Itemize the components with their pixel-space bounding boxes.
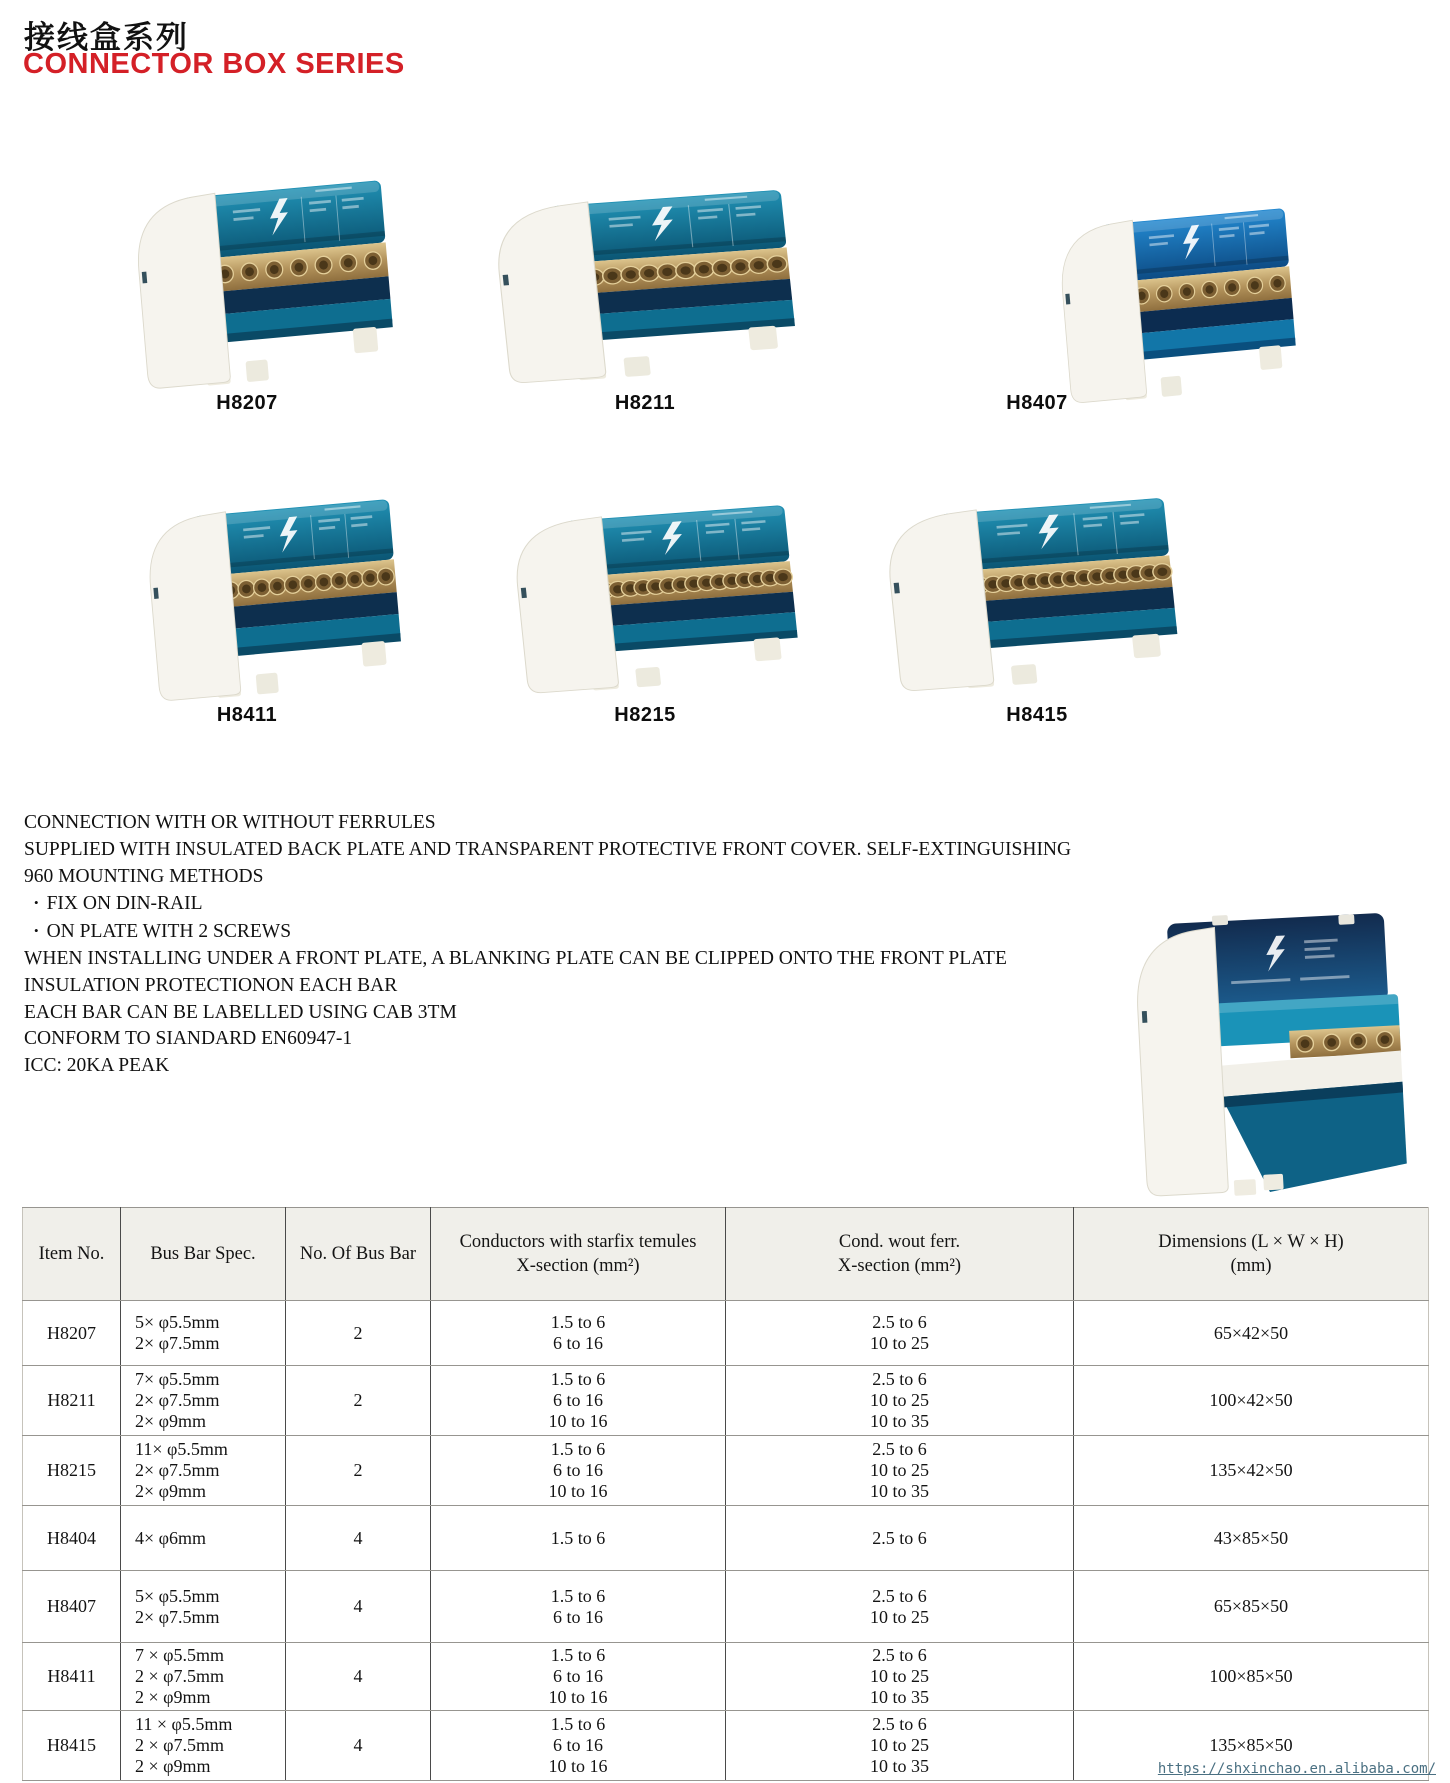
bus-bar-spec-cell-line: 5× φ5.5mm: [135, 1585, 220, 1606]
bus-bar-spec-cell: [121, 1436, 286, 1506]
without-ferrules-cell: [726, 1301, 1074, 1366]
bus-bar-spec-cell: [121, 1711, 286, 1781]
num-bus-bar-cell-line: 2: [353, 1322, 363, 1343]
num-bus-bar-cell: [286, 1643, 431, 1711]
with-ferrules-cell-line: 6 to 16: [552, 1606, 603, 1627]
bus-bar-spec-cell: [121, 1301, 286, 1366]
with-ferrules-cell: [431, 1301, 726, 1366]
with-ferrules-cell-line: 10 to 16: [548, 1481, 608, 1501]
dimensions-cell: [1074, 1366, 1429, 1436]
dimensions-cell-line: 43×85×50: [1213, 1527, 1289, 1548]
dimensions-cell-line: 135×42×50: [1209, 1460, 1293, 1480]
with-ferrules-cell-line: 6 to 16: [552, 1735, 603, 1755]
product-photo-h8415: [860, 468, 1190, 696]
item-no-cell-line: H8215: [47, 1460, 96, 1480]
connector-box-illustration: [488, 476, 810, 698]
with-ferrules-cell-line: 6 to 16: [552, 1390, 603, 1410]
spec-row-h8407: [23, 1571, 1429, 1643]
num-bus-bar-cell: [286, 1366, 431, 1436]
with-ferrules-cell-line: 1.5 to 6: [550, 1714, 606, 1734]
with-ferrules-cell-line: 6 to 16: [552, 1333, 603, 1353]
num-bus-bar-cell-line: 2: [353, 1390, 363, 1410]
connector-box-illustration: [860, 468, 1190, 696]
item-no-cell: [23, 1571, 121, 1643]
with-ferrules-cell: [431, 1571, 726, 1643]
col-header-line2: X-section (mm²): [837, 1256, 962, 1276]
connector-box-illustration: [1038, 178, 1306, 408]
item-no-cell: [23, 1643, 121, 1711]
without-ferrules-cell-line: 10 to 35: [869, 1756, 929, 1776]
spec-table: [22, 1207, 1429, 1781]
without-ferrules-cell-line: 2.5 to 6: [872, 1369, 927, 1389]
item-no-cell: [23, 1506, 121, 1571]
with-ferrules-cell: [431, 1643, 726, 1711]
with-ferrules-cell-line: 1.5 to 6: [550, 1369, 606, 1389]
connector-box-illustration: [124, 468, 412, 706]
with-ferrules-cell-line: 6 to 16: [552, 1666, 603, 1686]
dimensions-cell: [1074, 1506, 1429, 1571]
dimensions-cell: [1074, 1301, 1429, 1366]
with-ferrules-cell: [431, 1506, 726, 1571]
col-header-line2: X-section (mm²): [516, 1256, 640, 1276]
description-line: WHEN INSTALLING UNDER A FRONT PLATE, A BLANKING PLATE CAN BE CLIPPED ONTO THE FRONT PLATE: [24, 947, 1007, 969]
bus-bar-spec-cell-line: 2× φ7.5mm: [135, 1333, 220, 1353]
without-ferrules-cell-line: 10 to 25: [869, 1735, 929, 1755]
bus-bar-spec-cell-line: 5× φ5.5mm: [135, 1312, 220, 1332]
bus-bar-spec-cell-line: 2× φ9mm: [135, 1481, 207, 1501]
spec-row-h8215: [23, 1436, 1429, 1506]
product-label-h8207: H8207: [216, 392, 278, 414]
num-bus-bar-cell: [286, 1506, 431, 1571]
col-header-line1: No. Of Bus Bar: [299, 1244, 417, 1264]
without-ferrules-cell-line: 10 to 25: [869, 1333, 929, 1353]
col-header-3: [286, 1208, 431, 1301]
dimensions-cell-line: 135×85×50: [1209, 1735, 1293, 1755]
item-no-cell: [23, 1436, 121, 1506]
store-url-link[interactable]: https://shxinchao.en.alibaba.com/: [1157, 1761, 1436, 1777]
description-line: CONFORM TO SIANDARD EN60947-1: [24, 1028, 353, 1050]
bus-bar-spec-cell-line: 2 × φ9mm: [135, 1687, 211, 1707]
bus-bar-spec-cell: [121, 1571, 286, 1643]
with-ferrules-cell-line: 10 to 16: [548, 1687, 608, 1707]
with-ferrules-cell-line: 1.5 to 6: [550, 1645, 606, 1665]
bus-bar-spec-cell-line: 2× φ7.5mm: [135, 1390, 220, 1410]
without-ferrules-cell-line: 10 to 25: [869, 1460, 929, 1480]
dimensions-cell-line: 100×42×50: [1209, 1390, 1293, 1410]
item-no-cell: [23, 1711, 121, 1781]
with-ferrules-cell: [431, 1366, 726, 1436]
col-header-6: [1074, 1208, 1429, 1301]
without-ferrules-cell-line: 2.5 to 6: [872, 1645, 927, 1665]
spec-table-header: [23, 1208, 1429, 1301]
without-ferrules-cell-line: 2.5 to 6: [872, 1714, 927, 1734]
without-ferrules-cell-line: 10 to 35: [869, 1411, 929, 1431]
bus-bar-spec-cell-line: 7 × φ5.5mm: [135, 1645, 225, 1665]
product-photo-h8215: [488, 476, 810, 698]
bus-bar-spec-cell-line: 2 × φ7.5mm: [135, 1735, 225, 1755]
without-ferrules-cell-line: 10 to 25: [869, 1666, 929, 1686]
page-title-chinese: 接线盒系列: [24, 20, 189, 55]
product-label-h8415: H8415: [1006, 704, 1068, 726]
num-bus-bar-cell-line: 4: [353, 1596, 363, 1616]
bus-bar-spec-cell-line: 2 × φ7.5mm: [135, 1666, 225, 1686]
num-bus-bar-cell: [286, 1711, 431, 1781]
bus-bar-spec-cell-line: 4× φ6mm: [135, 1527, 207, 1548]
bus-bar-spec-cell-line: 2× φ7.5mm: [135, 1606, 220, 1627]
product-photo-h8207: [112, 148, 404, 394]
num-bus-bar-cell-line: 4: [353, 1527, 363, 1548]
with-ferrules-cell-line: 1.5 to 6: [550, 1439, 606, 1459]
dimensions-cell: [1074, 1643, 1429, 1711]
without-ferrules-cell-line: 2.5 to 6: [872, 1585, 927, 1606]
dimensions-cell: [1074, 1436, 1429, 1506]
without-ferrules-cell-line: 2.5 to 6: [872, 1439, 927, 1459]
item-no-cell-line: H8404: [47, 1527, 96, 1548]
with-ferrules-cell-line: 1.5 to 6: [550, 1527, 606, 1548]
page-title-english: CONNECTOR BOX SERIES: [23, 48, 405, 80]
bus-bar-spec-cell: [121, 1643, 286, 1711]
dimensions-cell: [1074, 1571, 1429, 1643]
num-bus-bar-cell-line: 4: [353, 1666, 363, 1686]
col-header-line1: Bus Bar Spec.: [150, 1244, 256, 1264]
description-bullet-line: • ON PLATE WITH 2 SCREWS: [24, 918, 1004, 946]
with-ferrules-cell-line: 6 to 16: [552, 1460, 603, 1480]
product-label-h8411: H8411: [216, 704, 278, 726]
bus-bar-spec-cell-line: 7× φ5.5mm: [135, 1369, 220, 1389]
product-label-h8211: H8211: [614, 392, 676, 414]
product-label-h8215: H8215: [614, 704, 676, 726]
with-ferrules-cell-line: 1.5 to 6: [550, 1312, 606, 1332]
col-header-line1: Dimensions (L × W × H): [1158, 1232, 1344, 1252]
num-bus-bar-cell: [286, 1436, 431, 1506]
description-line: INSULATION PROTECTIONON EACH BAR: [24, 974, 398, 996]
bus-bar-spec-cell-line: 2× φ7.5mm: [135, 1460, 220, 1480]
dimensions-cell-line: 65×85×50: [1213, 1596, 1289, 1616]
col-header-line2: (mm): [1230, 1256, 1272, 1276]
col-header-4: [431, 1208, 726, 1301]
description-line: ICC: 20KA PEAK: [24, 1055, 170, 1077]
dimensions-cell-line: 100×85×50: [1209, 1666, 1293, 1686]
description-bullet-line: • FIX ON DIN-RAIL: [24, 890, 1004, 918]
without-ferrules-cell-line: 10 to 35: [869, 1687, 929, 1707]
bus-bar-spec-cell: [121, 1506, 286, 1571]
item-no-cell-line: H8207: [47, 1322, 96, 1343]
without-ferrules-cell: [726, 1643, 1074, 1711]
product-label-h8407: H8407: [1006, 392, 1068, 414]
item-no-cell-line: H8211: [47, 1390, 96, 1410]
without-ferrules-cell: [726, 1436, 1074, 1506]
connector-box-illustration: [468, 160, 808, 388]
with-ferrules-cell-line: 10 to 16: [548, 1756, 608, 1776]
bus-bar-spec-cell-line: 11 × φ5.5mm: [135, 1714, 233, 1734]
col-header-2: [121, 1208, 286, 1301]
without-ferrules-cell-line: 10 to 25: [869, 1606, 929, 1627]
spec-row-h8211: [23, 1366, 1429, 1436]
col-header-line1: Cond. wout ferr.: [838, 1232, 961, 1252]
spec-row-h8207: [23, 1301, 1429, 1366]
item-no-cell-line: H8411: [47, 1666, 96, 1686]
item-no-cell-line: H8415: [47, 1735, 96, 1755]
spec-row-h8404: [23, 1506, 1429, 1571]
feature-description: [24, 810, 1072, 1080]
bus-bar-spec-cell: [121, 1366, 286, 1436]
item-no-cell-line: H8407: [47, 1596, 96, 1616]
without-ferrules-cell-line: 10 to 35: [869, 1481, 929, 1501]
connector-box-illustration: [112, 148, 404, 394]
description-line: 960 MOUNTING METHODS: [24, 865, 264, 887]
without-ferrules-cell: [726, 1571, 1074, 1643]
item-no-cell: [23, 1366, 121, 1436]
without-ferrules-cell: [726, 1711, 1074, 1781]
without-ferrules-cell: [726, 1506, 1074, 1571]
num-bus-bar-cell-line: 2: [353, 1460, 363, 1480]
with-ferrules-cell: [431, 1436, 726, 1506]
without-ferrules-cell: [726, 1366, 1074, 1436]
without-ferrules-cell-line: 2.5 to 6: [872, 1312, 927, 1332]
with-ferrules-cell: [431, 1711, 726, 1781]
col-header-line1: Conductors with starfix temules: [459, 1232, 697, 1252]
product-photo-h8211: [468, 160, 808, 388]
description-line: EACH BAR CAN BE LABELLED USING CAB 3TM: [24, 1001, 457, 1023]
with-ferrules-cell-line: 1.5 to 6: [550, 1585, 606, 1606]
num-bus-bar-cell: [286, 1571, 431, 1643]
bus-bar-spec-cell-line: 2 × φ9mm: [135, 1756, 211, 1776]
description-line: SUPPLIED WITH INSULATED BACK PLATE AND TRANSPARENT PROTECTIVE FRONT COVER. SELF-EXTINGUISHING: [24, 838, 1072, 860]
bus-bar-spec-cell-line: 11× φ5.5mm: [135, 1439, 228, 1459]
num-bus-bar-cell-line: 4: [353, 1735, 363, 1755]
col-header-line1: Item No.: [38, 1244, 105, 1264]
without-ferrules-cell-line: 10 to 25: [869, 1390, 929, 1410]
without-ferrules-cell-line: 2.5 to 6: [872, 1527, 927, 1548]
spec-table-body: [23, 1301, 1429, 1781]
product-photo-h8407: [1038, 178, 1306, 408]
dimensions-cell-line: 65×42×50: [1213, 1322, 1289, 1343]
side-product-photo: [1116, 886, 1412, 1198]
with-ferrules-cell-line: 10 to 16: [548, 1411, 608, 1431]
spec-row-h8411: [23, 1643, 1429, 1711]
connector-box-side-illustration: [1116, 886, 1412, 1198]
num-bus-bar-cell: [286, 1301, 431, 1366]
bus-bar-spec-cell-line: 2× φ9mm: [135, 1411, 207, 1431]
col-header-1: [23, 1208, 121, 1301]
description-line: CONNECTION WITH OR WITHOUT FERRULES: [24, 812, 436, 833]
product-photo-h8411: [124, 468, 412, 706]
item-no-cell: [23, 1301, 121, 1366]
col-header-5: [726, 1208, 1074, 1301]
